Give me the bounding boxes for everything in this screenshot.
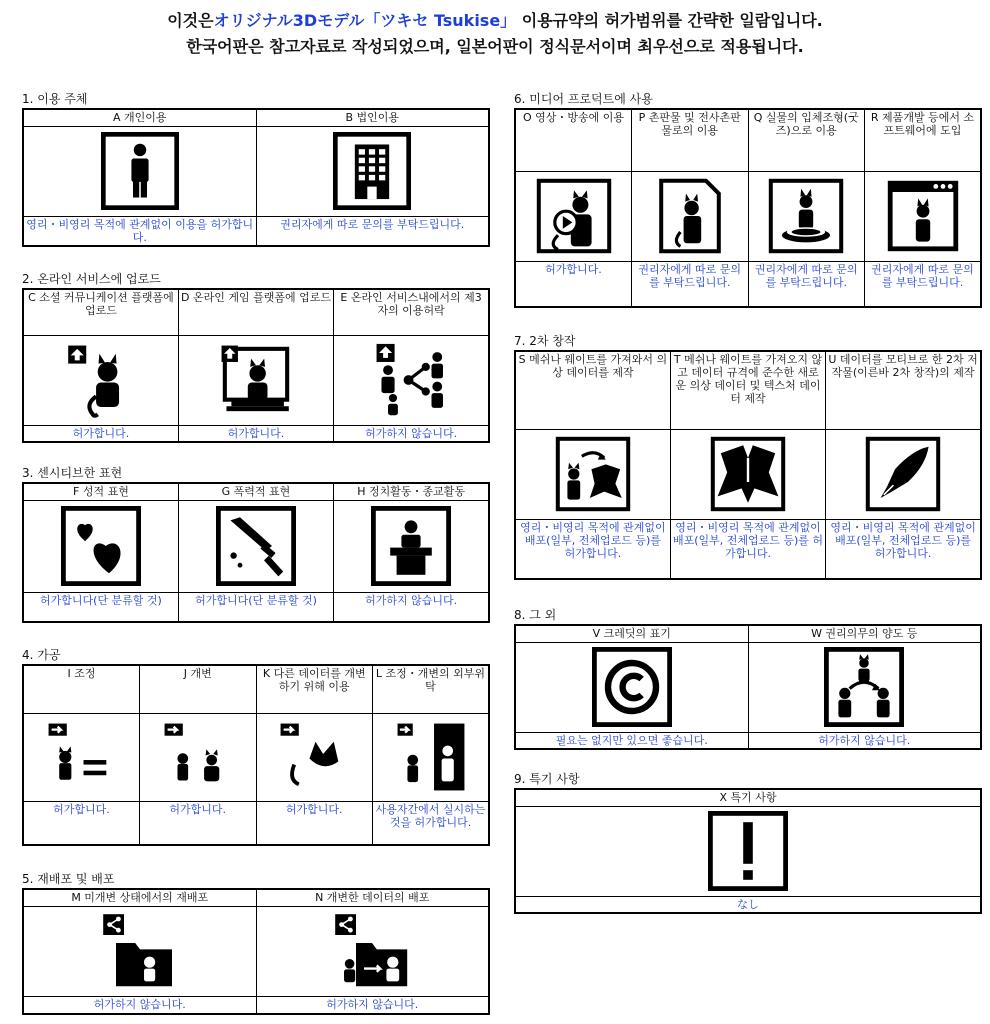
label-g: G 폭력적 표현 (178, 483, 333, 500)
section-title: 1. 이용 주체 (22, 92, 88, 106)
pen-nib-icon (863, 434, 943, 514)
header-line-2: 한국어판은 참고자료로 작성되었으며, 일본어판이 정식문서이며 최우선으로 적용됩니다. (186, 37, 804, 56)
section-title: 8. 그 외 (514, 608, 557, 622)
label-q: Q 실물의 입체조형(굿즈)으로 이용 (748, 109, 865, 171)
social-upload-icon (60, 339, 142, 421)
result-g: 허가합니다(단 분류할 것) (178, 592, 333, 622)
label-a: A 개인이용 (23, 109, 256, 126)
software-icon (883, 176, 963, 256)
label-v: V 크레딧의 표기 (515, 625, 748, 642)
model-name: オリジナル3Dモデル「ツキセ Tsukise」 (213, 11, 517, 30)
modify-icon (160, 719, 236, 795)
result-c: 허가합니다. (23, 425, 178, 442)
label-m: M 미개변 상태에서의 재배포 (23, 889, 256, 906)
header-line-1 (0, 8, 990, 34)
label-w: W 권리의무의 양도 등 (748, 625, 981, 642)
podium-icon (371, 506, 451, 586)
knife-icon (216, 506, 296, 586)
section-title: 2. 온라인 서비스에 업로드 (22, 272, 161, 286)
label-t: T 메쉬나 웨이트를 가져오지 않고 데이터 규격에 준수한 새로운 의상 데이터 및 텍스처 데이터 제작 (670, 351, 825, 429)
section-title: 6. 미디어 프로덕트에 사용 (514, 92, 653, 106)
outsource-icon (393, 719, 469, 795)
result-i: 허가합니다. (23, 801, 140, 845)
result-u: 영리・비영리 목적에 관계없이 배포(일부, 전체업로드 등)를 허가합니다. (826, 519, 981, 579)
result-j: 허가합니다. (140, 801, 257, 845)
section-title: 4. 가공 (22, 648, 61, 662)
building-icon (333, 132, 411, 210)
label-o: O 영상・방송에 이용 (515, 109, 632, 171)
person-icon (101, 132, 179, 210)
third-party-share-icon (370, 339, 452, 421)
label-d: D 온라인 게임 플랫폼에 업로드 (178, 289, 333, 335)
result-n: 허가하지 않습니다. (256, 996, 489, 1014)
section-6 (514, 92, 982, 308)
result-s: 영리・비영리 목적에 관계없이 배포(일부, 전체업로드 등)를 허가합니다. (515, 519, 670, 579)
section-title: 3. 센시티브한 표현 (22, 466, 123, 480)
section-title: 7. 2차 창작 (514, 334, 576, 348)
result-r: 권리자에게 따로 문의를 부탁드립니다. (865, 261, 982, 307)
label-e: E 온라인 서비스내에서의 제3자의 이용허락 (334, 289, 489, 335)
result-p: 권리자에게 따로 문의를 부탁드립니다. (632, 261, 749, 307)
transfer-icon (824, 647, 904, 727)
label-l: L 조정・개변의 외부위탁 (373, 665, 490, 713)
result-f: 허가합니다(단 분류할 것) (23, 592, 178, 622)
section-7 (514, 334, 982, 580)
label-b: B 법인이용 (256, 109, 489, 126)
label-n: N 개변한 데이터의 배포 (256, 889, 489, 906)
result-d: 허가합니다. (178, 425, 333, 442)
label-h: H 정치활동・종교활동 (334, 483, 489, 500)
result-x: なし (515, 896, 981, 913)
copyright-icon (592, 647, 672, 727)
video-icon (534, 176, 614, 256)
header-suffix: 이용규약의 허가범위를 간략한 일람입니다. (521, 11, 823, 30)
result-o: 허가합니다. (515, 261, 632, 307)
section-3 (22, 466, 490, 623)
page-header (0, 8, 990, 60)
section-9 (514, 772, 982, 914)
label-j: J 개변 (140, 665, 257, 713)
label-x: X 특기 사항 (515, 789, 981, 806)
label-f: F 성적 표현 (23, 483, 178, 500)
header-prefix: 이것은 (167, 11, 214, 30)
costume-from-mesh-icon (553, 434, 633, 514)
section-8 (514, 608, 982, 750)
label-i: I 조정 (23, 665, 140, 713)
reuse-parts-icon (276, 719, 352, 795)
distribute-modified-icon (332, 911, 412, 991)
result-l: 사용자간에서 실시하는 것을 허가합니다. (373, 801, 490, 845)
adjust-icon (44, 719, 120, 795)
new-costume-icon (708, 434, 788, 514)
label-k: K 다른 데이터를 개변하기 위해 이용 (256, 665, 373, 713)
game-upload-icon (215, 339, 297, 421)
label-p: P 촌판물 및 전사촌판물로의 이용 (632, 109, 749, 171)
result-w: 허가하지 않습니다. (748, 732, 981, 749)
result-m: 허가하지 않습니다. (23, 996, 256, 1014)
hearts-icon (61, 506, 141, 586)
label-s: S 메쉬나 웨이트를 가져와서 의상 데이터를 제작 (515, 351, 670, 429)
document-icon (650, 176, 730, 256)
section-title: 9. 특기 사항 (514, 772, 580, 786)
redistribute-icon (100, 911, 180, 991)
exclamation-icon (708, 811, 788, 891)
result-e: 허가하지 않습니다. (334, 425, 489, 442)
result-h: 허가하지 않습니다. (334, 592, 489, 622)
section-4 (22, 648, 490, 846)
label-c: C 소셜 커뮤니케이션 플랫폼에 업로드 (23, 289, 178, 335)
label-u: U 데이터를 모티브로 한 2차 저작물(이른바 2차 창작)의 제작 (826, 351, 981, 429)
result-a: 영리・비영리 목적에 관계없이 이용을 허가합니다. (23, 216, 256, 246)
section-5 (22, 872, 490, 1015)
section-title: 5. 재배포 및 배포 (22, 872, 115, 886)
result-b: 권리자에게 따로 문의를 부탁드립니다. (256, 216, 489, 246)
label-r: R 제품개발 등에서 소프트웨어에 도입 (865, 109, 982, 171)
result-v: 필요는 없지만 있으면 좋습니다. (515, 732, 748, 749)
figure-icon (766, 176, 846, 256)
section-2 (22, 272, 490, 443)
result-t: 영리・비영리 목적에 관계없이 배포(일부, 전체업로드 등)를 허가합니다. (670, 519, 825, 579)
result-q: 권리자에게 따로 문의를 부탁드립니다. (748, 261, 865, 307)
section-1 (22, 92, 490, 247)
result-k: 허가합니다. (256, 801, 373, 845)
